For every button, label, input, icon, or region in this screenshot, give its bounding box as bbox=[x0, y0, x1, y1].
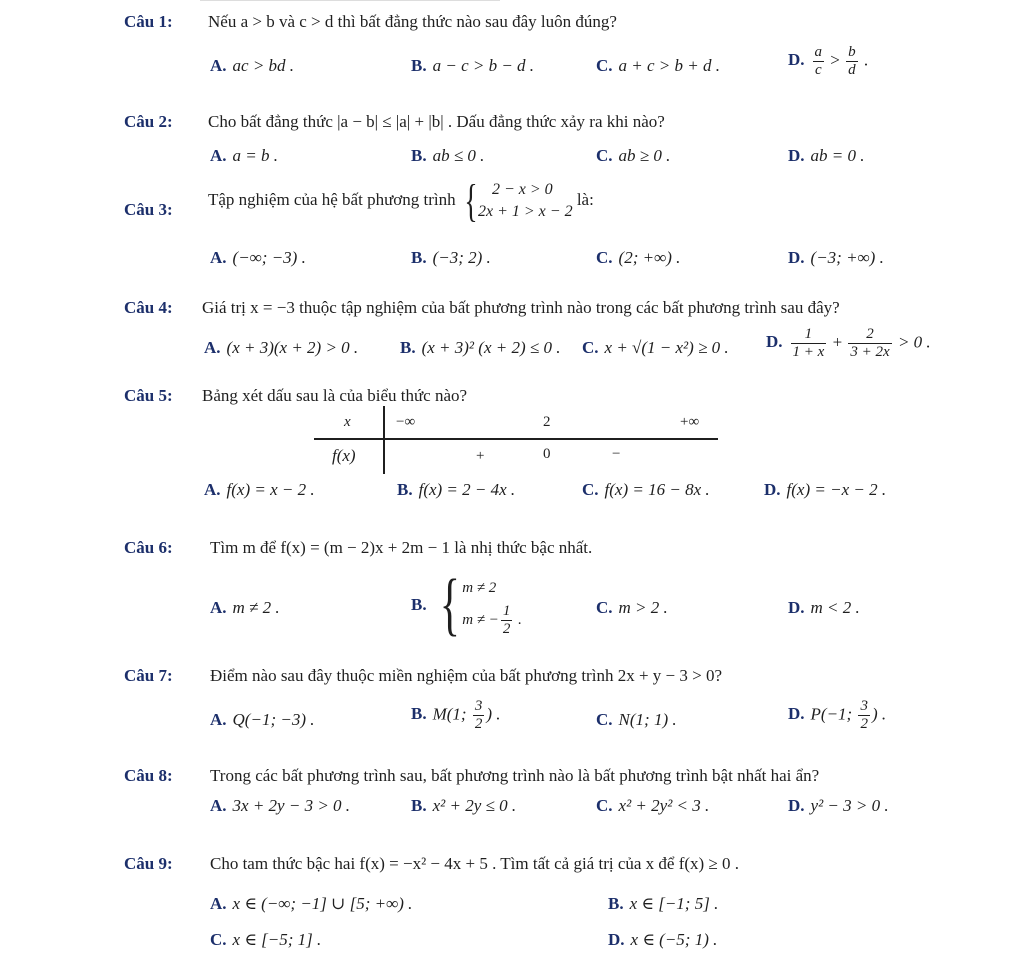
table-hline bbox=[314, 438, 718, 440]
question-text: Cho tam thức bậc hai f(x) = −x² − 4x + 5 . Tìm tất cả giá trị của x để f(x) ≥ 0 . bbox=[210, 854, 740, 873]
option-a: A. ac > bd . bbox=[210, 56, 295, 75]
option-c: C. m > 2 . bbox=[596, 598, 668, 617]
option-b: B. f(x) = 2 − 4x . bbox=[397, 480, 516, 499]
question-text: Trong các bất phương trình sau, bất phương trình nào là bất phương trình bật nhất hai ẩn? bbox=[210, 766, 820, 785]
option-b: B. ab ≤ 0 . bbox=[411, 146, 485, 165]
question-text: Cho bất đẳng thức |a − b| ≤ |a| + |b| . Dấu đẳng thức xảy ra khi nào? bbox=[208, 112, 665, 131]
question-label: Câu 7: bbox=[124, 666, 173, 685]
option-d: D. $\frac{a}{c}$ > $\frac{b}{d}$ . bbox=[788, 44, 869, 78]
option-b: B. x² + 2y ≤ 0 . bbox=[411, 796, 517, 815]
question-label: Câu 2: bbox=[124, 112, 173, 131]
question-label: Câu 9: bbox=[124, 854, 173, 873]
question-label: Câu 3: bbox=[124, 200, 173, 219]
question-label: Câu 4: bbox=[124, 298, 173, 317]
option-c: C. x ∈ [−5; 1] . bbox=[210, 930, 322, 949]
option-d: D. y² − 3 > 0 . bbox=[788, 796, 889, 815]
sign-table bbox=[314, 404, 718, 476]
sign-right: − bbox=[612, 446, 621, 462]
system-brace: { bbox=[464, 175, 478, 226]
option-c: C. x + √(1 − x²) ≥ 0 . bbox=[582, 338, 729, 357]
neg-infinity: −∞ bbox=[396, 414, 416, 430]
sign-left: + bbox=[476, 448, 485, 464]
question-label: Câu 8: bbox=[124, 766, 173, 785]
option-d: D. f(x) = −x − 2 . bbox=[764, 480, 887, 499]
question-text: Điểm nào sau đây thuộc miền nghiệm của bất phương trình 2x + y − 3 > 0? bbox=[210, 666, 723, 685]
option-d: D. x ∈ (−5; 1) . bbox=[608, 930, 718, 949]
root-value: 2 bbox=[543, 414, 551, 430]
question-text: Nếu a > b và c > d thì bất đẳng thức nào sau đây luôn đúng? bbox=[208, 12, 617, 31]
option-c: C. x² + 2y² < 3 . bbox=[596, 796, 710, 815]
top-divider bbox=[200, 0, 500, 1]
option-c: C. ab ≥ 0 . bbox=[596, 146, 671, 165]
option-b: B. { m ≠ 2 m ≠ − $\frac{1}{2}$ . bbox=[411, 566, 522, 643]
pos-infinity: +∞ bbox=[680, 414, 700, 430]
option-d: D. (−3; +∞) . bbox=[788, 248, 884, 267]
inequality-system: 2 − x > 0 2x + 1 > x − 2 bbox=[477, 181, 573, 220]
option-a: A. (x + 3)(x + 2) > 0 . bbox=[204, 338, 359, 357]
row-head-fx: f(x) bbox=[332, 446, 356, 465]
option-c: C. (2; +∞) . bbox=[596, 248, 681, 267]
row-head-x: x bbox=[344, 414, 351, 430]
table-vline bbox=[383, 406, 385, 474]
option-a: A. m ≠ 2 . bbox=[210, 598, 280, 617]
option-b: B. x ∈ [−1; 5] . bbox=[608, 894, 719, 913]
option-a: A. f(x) = x − 2 . bbox=[204, 480, 315, 499]
question-text: Tìm m để f(x) = (m − 2)x + 2m − 1 là nhị thức bậc nhất. bbox=[210, 538, 593, 557]
option-a: A. 3x + 2y − 3 > 0 . bbox=[210, 796, 351, 815]
option-d: D. ab = 0 . bbox=[788, 146, 865, 165]
option-d: D. m < 2 . bbox=[788, 598, 860, 617]
question-text: Tập nghiệm của hệ bất phương trình { 2 − x > 0 2x + 1 > x − 2 là: bbox=[208, 175, 594, 226]
option-b: B. M(1; $\frac{3}{2}$ ) . bbox=[411, 698, 501, 732]
zero-value: 0 bbox=[543, 446, 551, 462]
option-a: A. a = b . bbox=[210, 146, 279, 165]
condition-brace: { bbox=[439, 566, 460, 643]
option-d: D. $\frac{1}{1 + x}$ + $\frac{2}{3 + 2x}$ > 0 . bbox=[766, 326, 931, 360]
question-label: Câu 5: bbox=[124, 386, 173, 405]
option-b: B. (x + 3)² (x + 2) ≤ 0 . bbox=[400, 338, 561, 357]
option-c: C. N(1; 1) . bbox=[596, 710, 677, 729]
option-d: D. P(−1; $\frac{3}{2}$ ) . bbox=[788, 698, 887, 732]
option-b: B. a − c > b − d . bbox=[411, 56, 535, 75]
option-a: A. Q(−1; −3) . bbox=[210, 710, 315, 729]
question-text: Bảng xét dấu sau là của biểu thức nào? bbox=[202, 386, 468, 405]
option-b: B. (−3; 2) . bbox=[411, 248, 491, 267]
option-a: A. (−∞; −3) . bbox=[210, 248, 306, 267]
option-c: C. a + c > b + d . bbox=[596, 56, 720, 75]
question-text: Giá trị x = −3 thuộc tập nghiệm của bất phương trình nào trong các bất phương trình sau đây? bbox=[202, 298, 840, 317]
option-c: C. f(x) = 16 − 8x . bbox=[582, 480, 710, 499]
option-a: A. x ∈ (−∞; −1] ∪ [5; +∞) . bbox=[210, 894, 413, 913]
question-label: Câu 1: bbox=[124, 12, 173, 31]
question-label: Câu 6: bbox=[124, 538, 173, 557]
